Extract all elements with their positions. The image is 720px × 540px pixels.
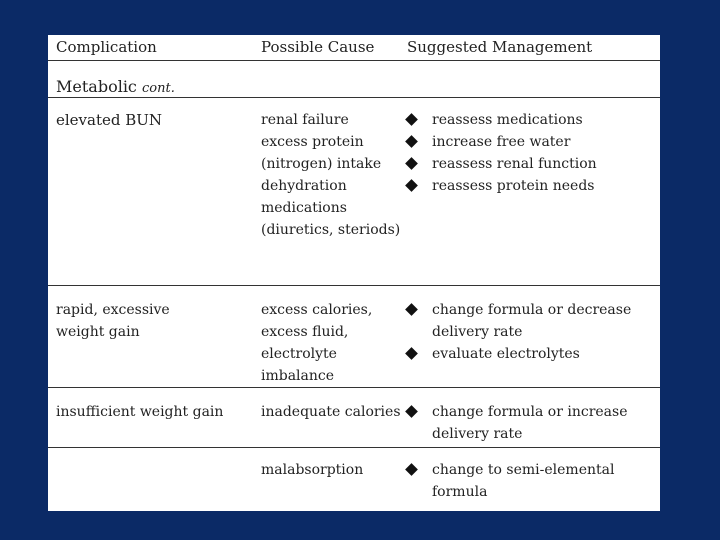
management-text: evaluate electrolytes [432, 346, 580, 362]
cause-line: imbalance [261, 368, 335, 384]
cause-line: inadequate calories [261, 404, 401, 420]
complication-text: weight gain [56, 324, 140, 340]
section-title [56, 77, 175, 96]
cause-line: excess calories, [261, 302, 373, 318]
management-text: formula [432, 484, 488, 500]
cause-line: (nitrogen) intake [261, 156, 382, 172]
complication-cell [56, 299, 170, 343]
complications-table [48, 35, 660, 511]
cause-line: excess protein [261, 134, 364, 150]
management-cell [406, 459, 646, 503]
diamond-bullet-icon [405, 179, 418, 192]
header-suggested-management: Suggested Management [407, 38, 593, 56]
diamond-bullet-icon [405, 303, 418, 316]
complication-cell [56, 401, 223, 423]
cause-line: electrolyte [261, 346, 337, 362]
divider [48, 285, 660, 286]
management-item [406, 299, 646, 321]
management-item [406, 153, 646, 175]
management-text: change formula or decrease [432, 302, 632, 318]
cause-line: renal failure [261, 112, 349, 128]
management-text: reassess renal function [432, 156, 597, 172]
management-cell [406, 299, 646, 365]
header-complication: Complication [56, 38, 157, 56]
complication-cell [56, 109, 162, 131]
section-title-text: Metabolic [56, 77, 137, 96]
divider [48, 97, 660, 98]
management-cell [406, 109, 646, 197]
cause-line: malabsorption [261, 462, 364, 478]
cause-cell [261, 299, 372, 387]
header-possible-cause: Possible Cause [261, 38, 375, 56]
management-text: delivery rate [432, 324, 523, 340]
management-item [406, 175, 646, 197]
divider [48, 387, 660, 388]
cause-cell [261, 109, 400, 241]
diamond-bullet-icon [405, 405, 418, 418]
cause-line: medications [261, 200, 347, 216]
management-text: increase free water [432, 134, 571, 150]
complication-text: rapid, excessive [56, 302, 170, 318]
diamond-bullet-icon [405, 347, 418, 360]
management-item [406, 109, 646, 131]
management-item [406, 401, 646, 423]
management-item [406, 131, 646, 153]
diamond-bullet-icon [405, 113, 418, 126]
diamond-bullet-icon [405, 463, 418, 476]
diamond-bullet-icon [405, 157, 418, 170]
cause-cell [261, 459, 363, 481]
cause-line: (diuretics, steriods) [261, 222, 401, 238]
divider [48, 447, 660, 448]
cause-line: dehydration [261, 178, 347, 194]
management-text: reassess protein needs [432, 178, 595, 194]
section-title-suffix: cont. [141, 81, 175, 96]
cause-cell [261, 401, 401, 423]
management-text: change formula or increase [432, 404, 628, 420]
diamond-bullet-icon [405, 135, 418, 148]
management-text: reassess medications [432, 112, 583, 128]
divider [48, 60, 660, 61]
management-item [406, 321, 646, 343]
complication-text: insufficient weight gain [56, 404, 224, 420]
management-text: change to semi-elemental [432, 462, 615, 478]
management-item [406, 481, 646, 503]
management-item [406, 343, 646, 365]
management-cell [406, 401, 646, 445]
management-item [406, 423, 646, 445]
management-text: delivery rate [432, 426, 523, 442]
management-item [406, 459, 646, 481]
complication-text: elevated BUN [56, 111, 163, 129]
cause-line: excess fluid, [261, 324, 349, 340]
